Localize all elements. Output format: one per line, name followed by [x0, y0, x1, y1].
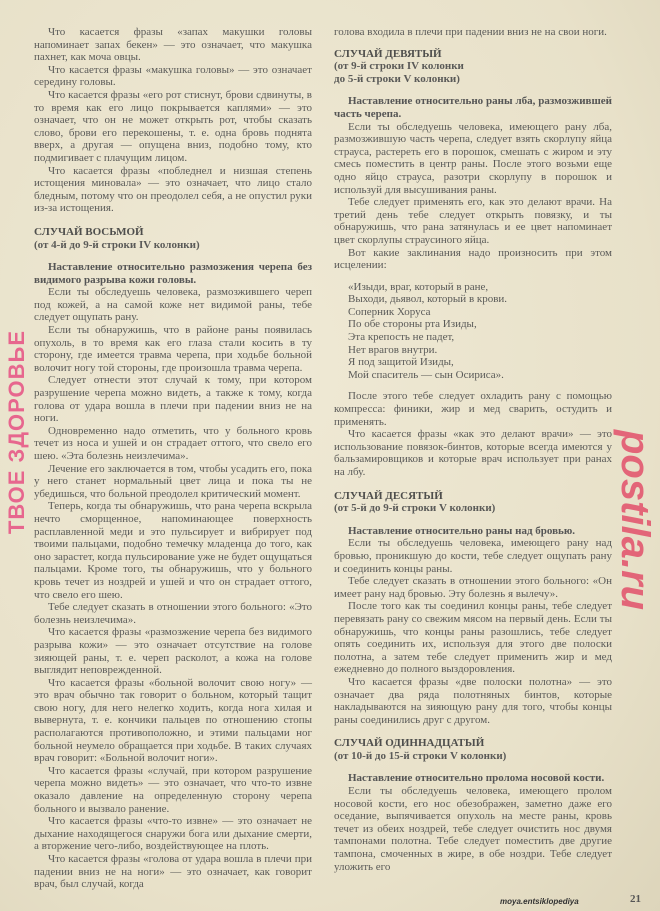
incantation-line: Мой спаситель — сын Осириса». [348, 368, 504, 381]
case-source: (от 4-й до 9-й строки IV колонки) [34, 238, 200, 251]
case-heading: СЛУЧАЙ ОДИННАДЦАТЫЙ [334, 737, 485, 750]
paragraph: Что касается фразы «голова от удара вошла в плечи при падении вниз не на ноги» — это означает, как говорит врач, был случай, когда [34, 853, 312, 891]
right-column [334, 26, 612, 873]
case-source: (от 9-й строки IV колонки до 5-й строки V колонки) [334, 60, 464, 85]
case-source: (от 10-й до 15-й строки V колонки) [334, 749, 507, 762]
paragraph: Что касается фразы «как это делают врачи» — это использование повязок-бинтов, которые всегда имеются у бальзамировщиков и которые врач использует при ранах на лбу. [334, 428, 612, 478]
instruction-title: Наставление относительно пролома носовой кости. [348, 772, 605, 785]
paragraph-continued: голова входила в плечи при падении вниз не на свои ноги. [334, 26, 607, 38]
paragraph: Что касается фразы «запах макушки головы напоминает запах бекен» — это означает, что макушка пахнет, как моча овцы. [34, 26, 312, 64]
watermark-magazine: ТВОЕ ЗДОРОВЬЕ [4, 330, 29, 535]
left-column [34, 26, 312, 891]
paragraph: Если ты обследуешь человека, имеющего рану над бровью, проникшую до кости, тебе следует ощупать рану и соединить концы раны. [334, 537, 612, 575]
instruction-title: Наставление относительно размозжения черепа без видимого разрыва кожи головы. [34, 261, 312, 286]
incantation-line: Эта крепость не падет, [348, 331, 455, 344]
incantation-line: Я под защитой Изиды, [348, 356, 454, 369]
paragraph: Что касается фразы «макушка головы» — это означает середину головы. [34, 63, 312, 89]
incantation-line: «Изыди, враг, который в ране, [348, 280, 489, 293]
incantation-line: По обе стороны рта Изиды, [348, 318, 477, 331]
paragraph: Лечение его заключается в том, чтобы усадить его, пока у него станет нормальный цвет лица и пока ты не убедишься, что больной преодолел критический момент. [34, 462, 312, 500]
paragraph: Тебе следует применять его, как это делают врачи. На третий день тебе следует открыть повязку, и ты обнаружишь, что рана затянулась и ее цвет напоминает цвет скорлупы страусиного яйца. [334, 196, 612, 246]
paragraph: Тебе следует сказать в отношении этого больного: «Он имеет рану над бровью. Эту болезнь я вылечу». [334, 575, 612, 600]
paragraph: Что касается фразы «его рот стиснут, брови сдвинуты, в то время как его лицо покрывается каплями» — это означает, что он не может открыть рот, чтобы сказать слово, брови его перекошены, т. е. одна бровь поднята вверх, а другая — опущена вниз, подобно тому, кто подмигивает с плачущим лицом. [34, 88, 312, 164]
case-heading: СЛУЧАЙ ВОСЬМОЙ [34, 225, 144, 238]
spacer [334, 381, 612, 390]
page-number: 21 [630, 893, 641, 905]
watermark-source: moya.entsiklopediya [500, 897, 579, 906]
paragraph: Если ты обследуешь человека, имеющего пролом носовой кости, его нос обезображен, заметно даже его оседание, выпячивается опухоль на месте раны, кровь течет из обеих ноздрей, тебе следует очистить нос двумя тампонами полотна. Тебе следует поместить две другие тампона, смоченных в жире, в обе ноздри. Тебе следует уложить его [334, 785, 612, 873]
case-heading: СЛУЧАЙ ДЕВЯТЫЙ [334, 47, 442, 60]
incantation-line: Соперник Хоруса [348, 305, 431, 318]
incantation-line: Выходи, дьявол, который в крови. [348, 293, 508, 306]
instruction-title: Наставление относительно раны над бровью. [348, 524, 576, 537]
paragraph: Если ты обследуешь человека, имеющего рану лба, размозжившую часть черепа, следует взять скорлупу яйца страуса, растереть его в порошок, смешать с жиром и эту смесь поместить в центр раны. После этого возьми еще одно яйцо страуса, разотри скорлупу в порошок и используй для высушивания раны. [334, 120, 612, 196]
paragraph: Если ты обнаружишь, что в районе раны появилась опухоль, в то время как его глаза стали косить в ту сторону, где имеется травма черепа, при ходьбе больной волочит ногу той стороны, где произошла травма черепа. [34, 324, 312, 374]
incantation-line: Нет врагов внутри. [348, 343, 438, 356]
paragraph: Что касается фразы «две полоски полотна» — это означает два ряда полотняных бинтов, которые накладываются на зияющую рану для того, чтобы концы раны соединились друг с другом. [334, 675, 612, 726]
watermark-site: postila.ru [613, 430, 657, 611]
paragraph: Что касается фразы «размозжение черепа без видимого разрыва кожи» — это означает отсутствие на голове зияющей раны, т. е. череп расколот, а кожа на голове выглядит неповрежденной. [34, 626, 312, 677]
paragraph: Что касается фразы «случай, при котором разрушение черепа можно видеть» — это означает, что что-то извне оказало давление на определенную сторону черепа больного и вызвало ранение. [34, 764, 312, 815]
paragraph: Тебе следует сказать в отношении этого больного: «Это болезнь неизлечима». [34, 601, 312, 626]
paragraph: После того как ты соединил концы раны, тебе следует перевязать рану со свежим мясом на первый день. Если ты обнаружишь, что концы раны разошлись, тебе следует опять соединить их, используя для этого две полоски полотна, а затем тебе следует применить жир и мед ежедневно до полного выздоровления. [334, 600, 612, 676]
instruction-title: Наставление относительно раны лба, размозжившей часть черепа. [334, 95, 612, 120]
paragraph: Теперь, когда ты обнаружишь, что рана черепа вскрыла нечто сморщенное, напоминающее поверхность расплавленной меди и это пульсирует и вибрирует под твоими пальцами, подобно темечку младенца до того, как оно зарастет, когда пульсирование уже не будет ощущаться пальцами. Кроме того, ты обнаружишь, что у больного кровь течет из ноздрей и ушей и что он страдает оттого, что свело его шею. [34, 500, 312, 601]
paragraph: Что касается фразы «побледнел и низшая степень истощения миновала» — это означает, что лицо стало бледным, потому что он преодолел себя, а не опустил руки из-за истощения. [34, 164, 312, 215]
spacer [334, 272, 612, 281]
case-heading: СЛУЧАЙ ДЕСЯТЫЙ [334, 489, 443, 502]
paragraph: Если ты обследуешь человека, размозжившего череп под кожей, а на самой коже нет видимой раны, тебе следует ощупать рану. [34, 286, 312, 324]
paragraph: Что касается фразы «больной волочит свою ногу» — это врач обычно так говорит о больном, который тащит свою ногу, для него нелегко ходить, когда нога хилая и вывернута, т. е. кончики пальцев по отношению стопы располагаются противоположно, и этими пальцами ног больной неумело обращается при ходьбе. В таких случаях врач говорит: «Больной волочит ноги». [34, 676, 312, 765]
case-source: (от 5-й до 9-й строки V колонки) [334, 502, 496, 515]
paragraph: Что касается фразы «что-то извне» — это означает не дыхание находящегося снаружи бога или дыхание смерти, а вторжение чего-либо, воздействующее на плоть. [34, 815, 312, 853]
paragraph: Вот какие заклинания надо произносить при этом исцелении: [334, 246, 612, 272]
paragraph: Одновременно надо отметить, что у больного кровь течет из носа и ушей и он страдает оттого, что свело его шею. «Эта болезнь неизлечима». [34, 424, 312, 462]
paragraph: После этого тебе следует охладить рану с помощью компресса: финики, жир и мед сварить, остудить и применять. [334, 390, 612, 428]
paragraph: Следует отнести этот случай к тому, при котором разрушение черепа можно видеть, а также к тому, когда голова от удара вошла в плечи при падении вниз не на ноги. [34, 374, 312, 425]
